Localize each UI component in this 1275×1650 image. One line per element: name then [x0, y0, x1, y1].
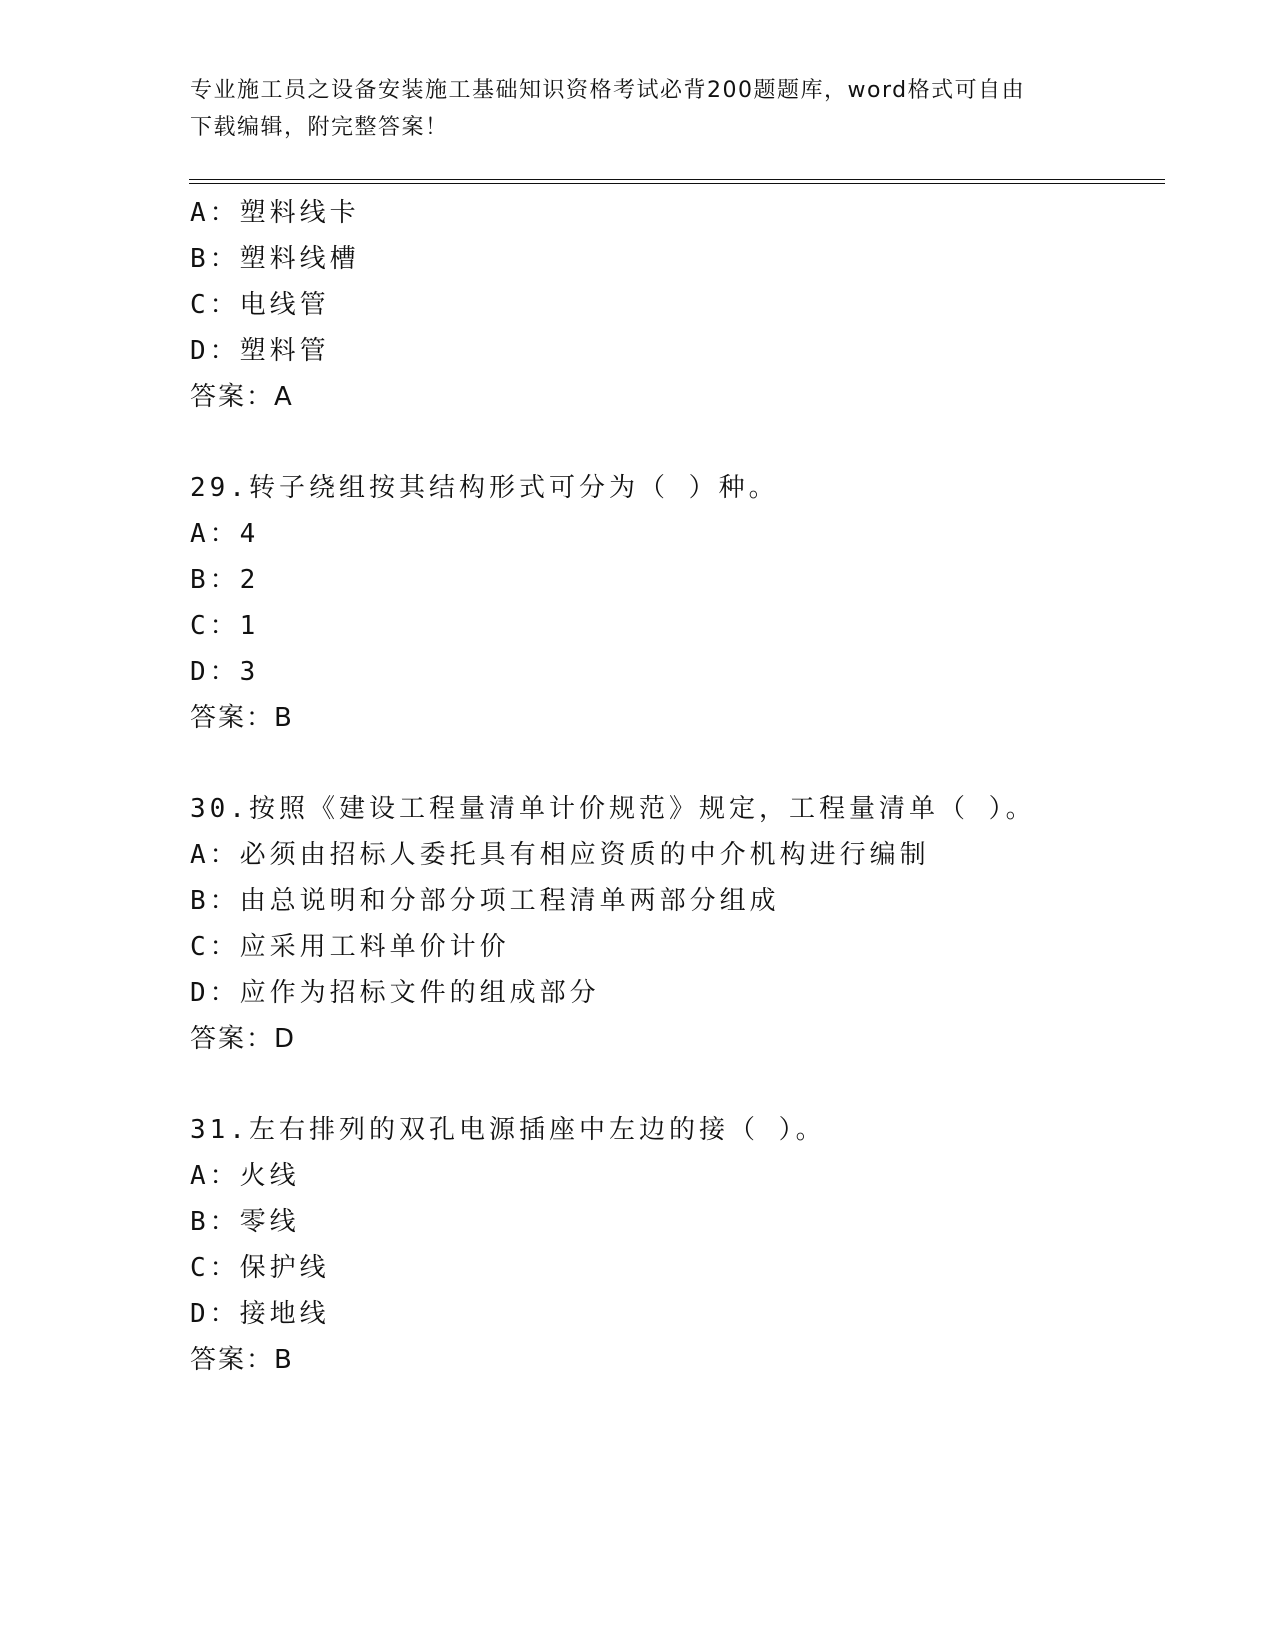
answer-line: 答案：D	[190, 1024, 297, 1054]
question-block-continued	[190, 190, 1170, 420]
option-c: C：1	[190, 611, 260, 641]
option-b: B：零线	[190, 1207, 300, 1237]
option-d: D：接地线	[190, 1299, 330, 1329]
question-text: 30.按照《建设工程量清单计价规范》规定，工程量清单（ ）。	[190, 794, 1036, 824]
option-d: D：应作为招标文件的组成部分	[190, 978, 600, 1008]
question-text: 31.左右排列的双孔电源插座中左边的接（ ）。	[190, 1115, 826, 1145]
question-list	[190, 190, 1170, 1383]
answer-line: 答案：B	[190, 1345, 294, 1375]
answer-line: 答案：A	[190, 382, 294, 412]
option-b: B：2	[190, 565, 260, 595]
question-text: 29.转子绕组按其结构形式可分为（ ）种。	[190, 473, 779, 503]
option-a: A：4	[190, 519, 260, 549]
option-b: B：由总说明和分部分项工程清单两部分组成	[190, 886, 780, 916]
question-block-30	[190, 786, 1170, 1062]
option-c: C：保护线	[190, 1253, 330, 1283]
answer-line: 答案：B	[190, 703, 294, 733]
option-c: C：电线管	[190, 290, 330, 320]
option-a: A：塑料线卡	[190, 198, 360, 228]
header-line-2: 下载编辑，附完整答案！	[190, 115, 449, 140]
option-a: A：必须由招标人委托具有相应资质的中介机构进行编制	[190, 840, 930, 870]
question-block-31	[190, 1107, 1170, 1383]
option-d: D：3	[190, 657, 260, 687]
option-b: B：塑料线槽	[190, 244, 360, 274]
document-header	[190, 72, 1090, 146]
header-divider-top	[189, 179, 1165, 180]
header-divider-bottom	[189, 183, 1165, 184]
option-a: A：火线	[190, 1161, 300, 1191]
header-line-1: 专业施工员之设备安装施工基础知识资格考试必背200题题库，word格式可自由	[190, 78, 1026, 103]
question-block-29	[190, 465, 1170, 741]
option-d: D：塑料管	[190, 336, 330, 366]
option-c: C：应采用工料单价计价	[190, 932, 510, 962]
